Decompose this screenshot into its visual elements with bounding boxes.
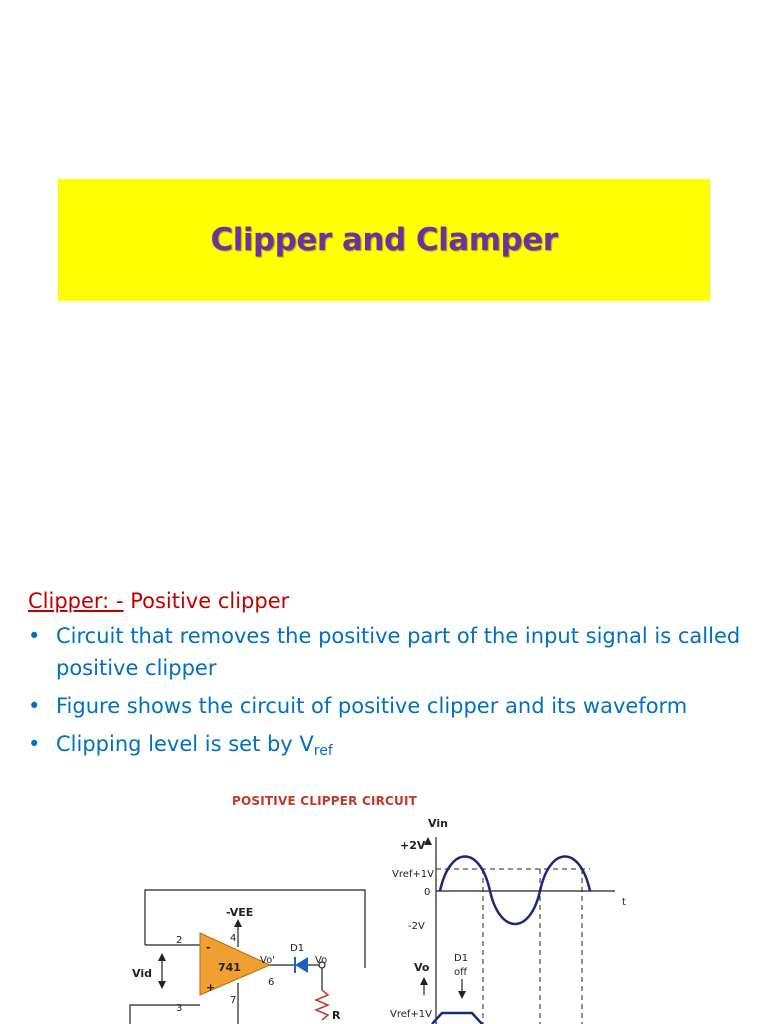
vo-prime-label: Vo' (260, 955, 275, 966)
bullet-item (28, 690, 748, 722)
plus2v-label: +2V (400, 839, 426, 852)
output-waveform (432, 1013, 482, 1024)
bullet-icon: • (28, 694, 41, 718)
bullet-subscript: ref (313, 743, 333, 759)
vid-label: Vid (132, 967, 152, 980)
circuit-figure (110, 785, 670, 1024)
arrow-down-icon (158, 981, 166, 989)
pin4-label: 4 (230, 933, 237, 944)
off-label: off (454, 967, 468, 978)
vo-label: Vo (315, 955, 328, 966)
input-waveform (440, 857, 590, 925)
feedback-wire (145, 890, 365, 968)
d1-wave-label: D1 (454, 953, 469, 964)
arrow-up-icon (234, 919, 242, 927)
pin2-label: 2 (176, 935, 183, 946)
resistor-icon (316, 990, 328, 1020)
pin3-label: 3 (176, 1003, 183, 1014)
vo-wave-label: Vo (414, 961, 430, 974)
opamp-minus: - (206, 941, 211, 954)
circuit-diagram (110, 785, 670, 1024)
opamp-label: 741 (218, 961, 241, 974)
d1-label: D1 (290, 943, 305, 954)
bullet-text: Circuit that removes the positive part of the input signal is called positive clipper (56, 624, 741, 680)
arrow-up-icon (158, 953, 166, 961)
pin7-label: 7 (230, 995, 237, 1006)
vref-bottom-label: Vref+1V (390, 1009, 432, 1020)
vref-label: Vref+1V (392, 869, 434, 880)
bullet-list (28, 620, 748, 767)
t-label: t (622, 897, 626, 908)
content-area (28, 586, 748, 773)
zero-label: 0 (424, 887, 431, 898)
bullet-icon: • (28, 624, 41, 648)
title-banner (58, 179, 710, 301)
vin-label: Vin (428, 817, 448, 830)
vee-label: -VEE (226, 906, 254, 919)
section-heading (28, 586, 748, 616)
diode-icon (295, 957, 308, 973)
pin6-label: 6 (268, 977, 275, 988)
bullet-icon: • (28, 732, 41, 756)
bullet-text: Figure shows the circuit of positive clipper and its waveform (56, 694, 688, 718)
slide-title: Clipper and Clamper (210, 222, 558, 258)
input-wire-bottom (130, 1005, 200, 1024)
opamp-plus: + (206, 981, 216, 994)
minus2v-label: -2V (408, 921, 425, 932)
figure-title: POSITIVE CLIPPER CIRCUIT (232, 794, 418, 808)
r-label: R (332, 1009, 341, 1022)
arrow-down-icon (458, 991, 466, 999)
bullet-item (28, 620, 748, 684)
bullet-text: Clipping level is set by V (56, 732, 314, 756)
heading-label: Clipper: - (28, 589, 124, 613)
bullet-item (28, 728, 748, 767)
heading-text: Positive clipper (123, 589, 290, 613)
